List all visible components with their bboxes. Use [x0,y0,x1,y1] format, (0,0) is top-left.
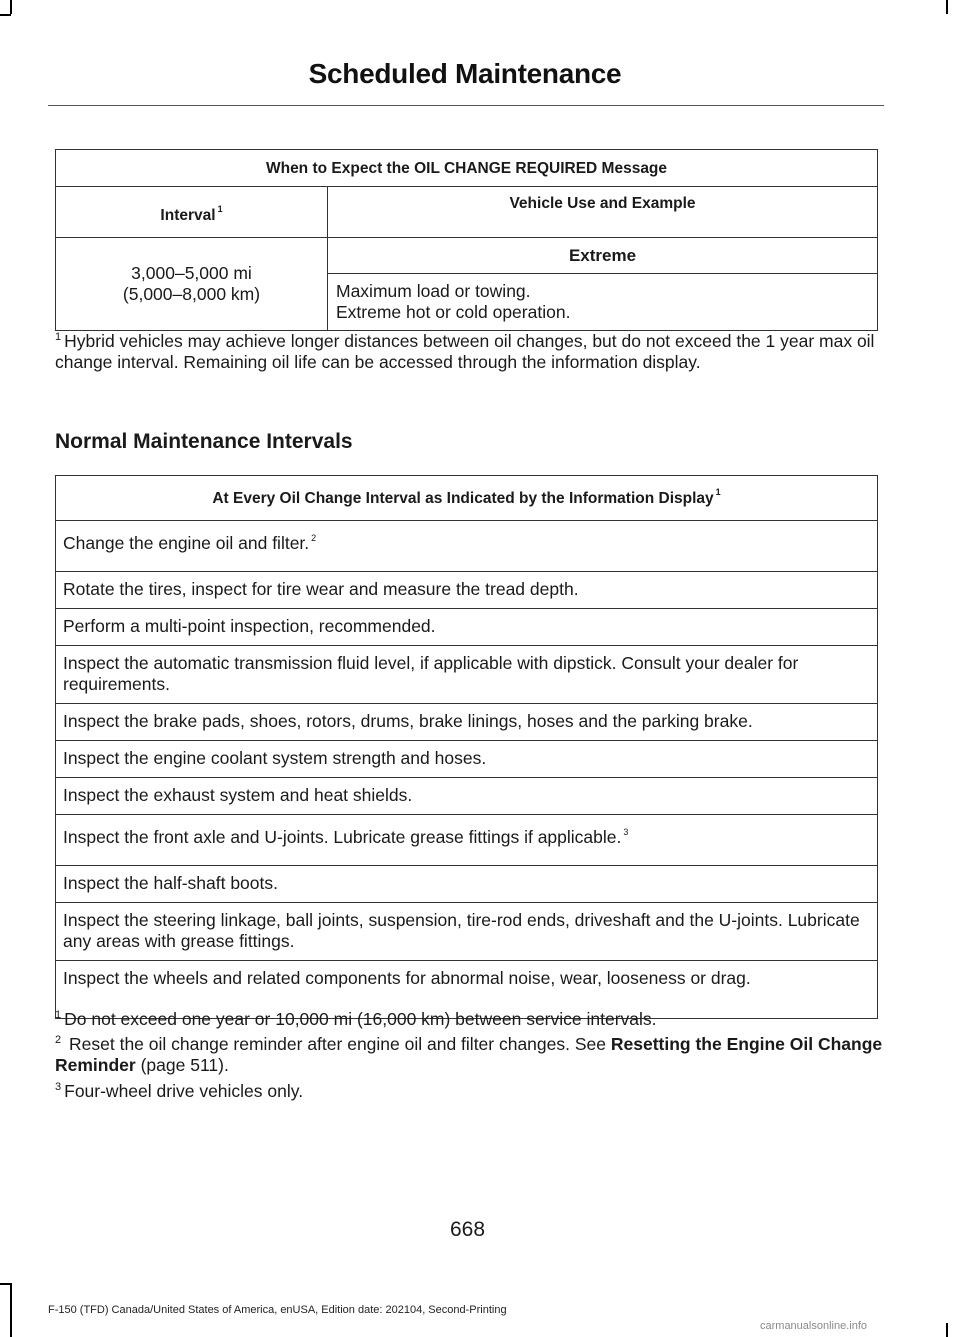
vehicle-use-cell [328,274,878,331]
row-text: Perform a multi-point inspection, recommended. [63,616,436,636]
table-row [56,646,878,704]
oil-table-footnote [55,331,885,373]
section-title: Normal Maintenance Intervals [55,430,353,453]
table-row [56,866,878,903]
crop-mark-top-left-h [0,14,11,16]
footnote-mark: 1 [55,331,62,343]
maintenance-title-footnote-ref: 1 [715,486,721,497]
table-row [56,815,878,866]
footnote-2-link[interactable]: Resetting the Engine Oil Change Reminder [55,1034,883,1075]
table-row [56,778,878,815]
oil-change-table [55,149,878,331]
row-text: Inspect the front axle and U-joints. Lubricate grease fittings if applicable. [63,827,622,847]
footnote-3 [55,1081,885,1102]
table-row [56,609,878,646]
footnote-text: Hybrid vehicles may achieve longer distances between oil changes, but do not exceed the 1 year max oil change interval. Remaining oil life can be accessed through the information display. [55,331,875,372]
footnote-1-text: Do not exceed one year or 10,000 mi (16,000 km) between service intervals. [64,1009,657,1029]
footnote-1-mark: 1 [55,1009,62,1021]
interval-km: (5,000–8,000 km) [122,284,261,304]
vehicle-use-header: Vehicle Use and Example [328,187,878,238]
interval-miles: 3,000–5,000 mi [131,263,252,283]
crop-mark-bottom-left-h [0,1283,11,1285]
crop-mark-bottom-left [10,1283,12,1337]
row-text: Inspect the engine coolant system strength and hoses. [63,748,487,768]
crop-mark-bottom-right [946,1323,948,1337]
row-text: Inspect the exhaust system and heat shields. [63,785,413,805]
footnote-2-page: (page 511). [140,1055,229,1075]
footnote-3-text: Four-wheel drive vehicles only. [64,1081,304,1101]
table-row [56,741,878,778]
row-footnote-ref: 2 [311,533,317,543]
footnote-2-mark: 2 [55,1034,62,1046]
table-row [56,521,878,572]
maintenance-table [55,475,878,1019]
footnote-2 [55,1034,885,1076]
page-number: 668 [449,1218,486,1241]
crop-mark-top-right [946,0,948,14]
interval-header-label: Interval [160,206,216,224]
footnote-1 [55,1009,885,1030]
row-text: Change the engine oil and filter. [63,533,310,553]
watermark: carmanualsonline.info [760,1320,868,1332]
footnote-2-text: Reset the oil change reminder after engine oil and filter changes. See [69,1034,606,1054]
table-row [56,572,878,609]
page-title: Scheduled Maintenance [308,58,622,89]
table-row [56,903,878,961]
row-text: Inspect the brake pads, shoes, rotors, drums, brake linings, hoses and the parking brake. [63,711,753,731]
header-divider [48,105,884,106]
interval-value-cell [56,238,328,331]
table-row [56,704,878,741]
use-example-2: Extreme hot or cold operation. [336,302,571,322]
oil-table-title: When to Expect the OIL CHANGE REQUIRED Message [56,150,878,187]
interval-header [56,187,328,238]
edition-footer: F-150 (TFD) Canada/United States of America, enUSA, Edition date: 202104, Second-Printing [48,1304,507,1316]
maintenance-table-title-text: At Every Oil Change Interval as Indicated by the Information Display [212,489,714,507]
extreme-category: Extreme [328,238,878,274]
maintenance-table-title [56,476,878,521]
interval-footnote-ref: 1 [217,203,223,214]
row-text: Inspect the half-shaft boots. [63,873,278,893]
row-text: Inspect the steering linkage, ball joints, suspension, tire-rod ends, driveshaft and the U-joints. Lubricate any areas with grease fittings. [63,910,860,951]
crop-mark-top-left [10,0,12,14]
row-text: Inspect the automatic transmission fluid level, if applicable with dipstick. Consult your dealer for requirements. [63,653,799,694]
use-example-1: Maximum load or towing. [336,281,531,301]
footnote-3-mark: 3 [55,1081,62,1093]
row-footnote-ref: 3 [623,827,629,837]
row-text: Rotate the tires, inspect for tire wear and measure the tread depth. [63,579,579,599]
row-text: Inspect the wheels and related components for abnormal noise, wear, looseness or drag. [63,968,751,988]
